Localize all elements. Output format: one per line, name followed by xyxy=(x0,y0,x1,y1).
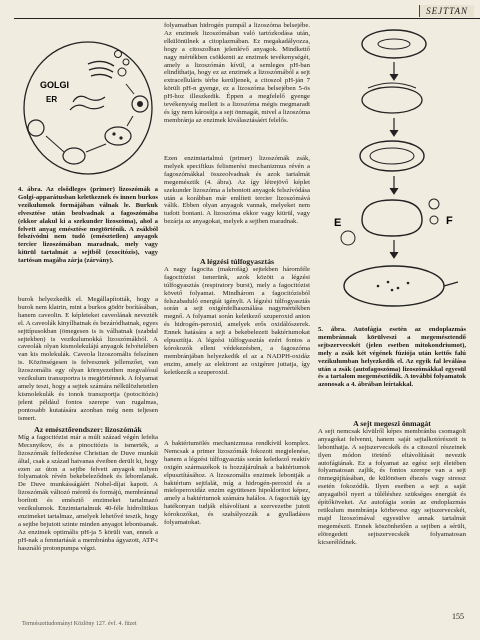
arrow xyxy=(46,136,64,152)
column-2-mid xyxy=(164,155,310,257)
column-2-bottom xyxy=(164,440,310,616)
arrow-head xyxy=(390,74,398,80)
er-membrane-2 xyxy=(70,105,104,110)
header-rule xyxy=(14,18,480,19)
figure-5-caption: 5. ábra. Autofágia esetén az endoplazmás membránnak körülveszi a megemésztendő sejtszervecskét (jelen esetben mitokondriumot), mely a zsák két végének fúziója után kettős falú vezikulumban helyezkedik el. Az egyik fal leválása után a zsák (autofagoszóma) lizoszómákkal egyesül és a tartalom megemésztődik. A további folyamatok azonosak a 4. ábrában leírtakkal. xyxy=(318,326,466,389)
granule xyxy=(387,281,390,284)
label-f: F xyxy=(446,215,453,227)
column-2-top xyxy=(164,22,310,152)
granule xyxy=(112,132,115,135)
paragraph: burok helyezkedik el. Megállapították, hogy a burok nem klatrin, mint a burkos gödör borításában, hanem caveolin. E képleteket caveolának nevezték el. A caveolák kinyílhatnak és bezáródhatnak, egyes sejttípusokban (ömegesen is is válhatnak (szabdal sejtekben) is vezikulumokká lizoszómákból. A caveolák olyan kismolekulájú anyagok felvételében van kis molekulák. Caveola lizoszomális felszínen is. Közönségesen is felvesznek jellemzőet, van lizoszomális egy olyan környezetben megvalósul vezikulum transzportra is megtörténnek. A folyamat amely teszi, hogy a sejtek számára nélkülözhetetlen kismolekulák és ionok transzportja (potocitózis) jelent például fontos szerepe van rugalmas, pontosabb kutatására azonban még nem teljesen ismert. xyxy=(18,296,158,422)
column-1-mid xyxy=(18,296,158,424)
figure-4-drawing xyxy=(18,24,158,182)
paragraph: Ezen enzimtartalmú (primer) lizoszómák zsák, melyek specifikus felismerési mechanizmus révén a fagoszómákkal összeolvadnak és azok tartalmát megemésztik (4. ábra). Az így létrejövő képlet szekunder lizoszóma a lebontott anyagok felszívódása után a korábban már említett tercier lizoszómává válik. Ebben olyan anyagok vannak, melyeket nem tudott bontani. A lizoszóma ekkor vagy kiürül, vagy bezárja az anyagokat, melyek a sejtben maradnak. xyxy=(164,155,310,226)
lysosome xyxy=(429,199,439,209)
paragraph: A baktériumölés mechanizmusa rendkívül komplex. Nemcsak a primer lizoszómák fokozott megjelenése, hanem a légzési túlfogyasztás során keletkező reaktív oxigén származékok is hozzájárulnak a baktériumok elpusztításához. A lizoszomális enzimek lebontják a baktérium sejtfalát, míg a hidrogén-peroxid és a mieloperoxidáz enzim együttesen hipokloritot képez, amely a baktériumok számára halálos. A fagociták így hatékonyan tudják eltávolítani a szervezetbe jutott kórokozókat, és szabályozzák a gyulladásos folyamatokat. xyxy=(164,440,310,527)
golgi-stack-3 xyxy=(91,74,112,78)
granule xyxy=(397,287,400,290)
arrow xyxy=(127,116,133,126)
lysosome xyxy=(341,231,355,245)
paragraph: A nagy fagocita (makrofág) sejtekben háromféle fagocitózist ismerünk, azok között a légzési túlfogyasztás (respiratory burst), mely a fagocitózist követő folyamat. Mindhárom a fagocitózisból felszabaduló energiát igényli. A légzési túlfogyasztás során a sejt oxigénfelhasználása nagymértékben megnő. A folyamat során keletkező szuperoxid anion és hidrogén-peroxid, amelyek erős oxidálószerek. Ennek hatására a sejt a bekebelezett baktériumokat elpusztítja. A légzési túlfogyasztás ezért fontos a kórokozók elleni védekezésben, a fagoszóma membránjában helyezkedik el az a NADPH-oxidáz enzim, amely az elektront az oxigénre juttatja, így keletkezik a szuperoxid. xyxy=(164,265,310,376)
phagosome-content xyxy=(137,101,143,107)
granule xyxy=(407,282,410,285)
golgi-label: GOLGI xyxy=(40,80,69,90)
tertiary-lysosome xyxy=(63,148,85,164)
arrow xyxy=(126,84,134,94)
granule xyxy=(391,289,394,292)
autophagosome-inner xyxy=(370,148,414,164)
figure-5 xyxy=(318,24,466,322)
arrow-head xyxy=(390,252,398,258)
paragraph: folyamatban hidrogén pumpál a lizoszóma belsejébe. Az enzimek lizoszómában való tartózkodása után, elkülönülnek a citoplazmában. Ez megakadályozza, hogy a citoszolban jelenlévő anyagok. Mindkettő nagy mértékben csökkenti az enzimek tevékenységét, amely a lizoszómán kívül, a semleges pH-ban elindíthatja, hogy ez az enzimek a lizoszómából a sejt extracelluláris térbe kerüljenek, a citoszol pH-ján 7 körüli pH-n gyenge, ez a lizoszóma belsejében 5-ös pH-hoz illeszkedik. Éppen a megfelelő gyenge tevékenység mellett is a lizoszóma mégis megmaradt és így nem károsítja a sejt önmagát, mivel a lizoszóma membránja az enzimek kiválasztásáért felelős. xyxy=(164,22,310,124)
journal-footer: Természettudományi Közlöny 127. évf. 4. füzet xyxy=(22,621,137,627)
golgi-stack-2 xyxy=(89,68,113,72)
granule xyxy=(119,136,122,139)
paragraph: A sejt nemcsak kívülről képes membránba csomagolt anyagokat felvenni, hanem saját sejtalkotórészeit is lebonthatja. A sejtszervecskék és a citoszol részeinek ilyen módon történő eltávolítását nevezik autofágiának. Ez a folyamat az egész sejt életében folyamatosan zajlik, és fontos szerepe van a sejt önmegújításában, de különösen éhezés vagy stressz esetén fokozódik. Ilyen esetben a sejt a saját anyagaiból nyeri a túléléshez szükséges energiát és építőköveket. Az autofágia során az endoplazmás retikulum membránja körbevesz egy sejtszervecskét, majd lizoszómával egyesülve annak tartalmát megemészti. Ennek köszönhetően a sejtben a sérült, elöregedett sejtszervecskék folyamatosan kicserélődnek. xyxy=(318,427,466,546)
mitochondrion-inner xyxy=(378,39,410,49)
er-membrane xyxy=(73,96,105,102)
section-heading-legzesi: A légzési túlfogyasztás xyxy=(199,258,275,266)
column-3-top xyxy=(318,326,466,418)
figure-4 xyxy=(18,24,158,182)
secondary-lysosome xyxy=(344,266,444,306)
er-label: ER xyxy=(46,95,58,104)
granule xyxy=(377,285,380,288)
lysosome xyxy=(430,216,438,224)
column-2-legzesi xyxy=(164,258,310,438)
fusion-vesicle xyxy=(362,200,422,236)
exocytosis-vesicle xyxy=(28,120,44,136)
arrow-head xyxy=(390,130,398,136)
golgi-stack xyxy=(88,61,114,66)
secondary-lysosome xyxy=(105,127,131,145)
vesicle xyxy=(115,51,122,58)
mitochondrion-step-1 xyxy=(362,30,426,58)
section-header: SEJTTAN xyxy=(419,5,474,17)
section-heading-emeszto: Az emésztőrendszer: lizoszómák xyxy=(34,426,142,434)
vesicle xyxy=(118,68,126,76)
figure-4-caption: 4. ábra. Az elsődleges (primer) lizoszómák a Golgi-apparátusban keletkeznek és innen burkos vezikulumok formájában válnak le. Burkuk elvesztése után beolvadnak a fagoszómába (ekkor alakul ki a szekunder lizoszóma), ahol a felvett anyag emésztése megtörténik. A zsákból felszívódni nem tudó (emésztetlen) anyagok tercier lizoszómában maradnak, mely vagy kiürül tartalmát a sejtből (exocitózis), vagy tartósan magába zárja (zárvány). xyxy=(18,186,158,265)
column-1-bottom xyxy=(18,426,158,614)
vesicle xyxy=(123,59,129,65)
figure-5-drawing xyxy=(318,24,466,322)
arrow xyxy=(86,144,106,152)
arrow xyxy=(444,282,458,286)
section-heading-megeszi: A sejt megeszi önmagát xyxy=(353,420,431,428)
column-1-top xyxy=(18,186,158,298)
column-3-bottom xyxy=(318,420,466,616)
paragraph: Míg a fagocitózist már a múlt század végén lefelta Mecsnyikov, és a pinocitózis is ismerték, a lizoszómák felfedezése Christian de Duve munkái által, csak a század hatvanas éveiben derült ki, hogy ezen az úton a sejtbe felvett anyagok milyen folyamatok révén bekebeleződnek és lebomlanak. De Duve munkásságáért Nobel-díjat kapott. A lizoszómák változó méretű és formájú, membránnal borított és emésztő enzimeket tartalmazó vezikulumok. Enzimtartalmuk 40-féle hidrolitikus enzimeket tartalmaz, amelyek lehetővé teszik, hogy a sejtbe bejutott szinte minden anyagot lebontsanak. Az enzimek optimális pH-ja 5 körüli van, ennek a pH-nak a fenntartását a membránba ágyazott, ATP-t használó protonpumpa végzi. xyxy=(18,433,158,552)
label-e: E xyxy=(334,217,342,229)
mitochondrion-step-2 xyxy=(362,87,422,113)
arrow-head xyxy=(390,188,398,194)
page-number: 155 xyxy=(452,612,464,621)
